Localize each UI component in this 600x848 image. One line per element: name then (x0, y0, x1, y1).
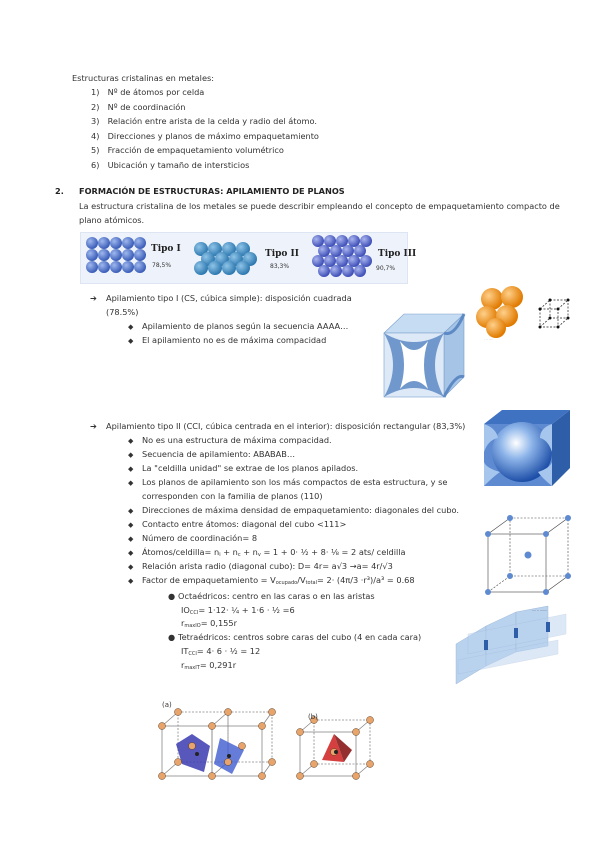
banner-type2: Tipo II (265, 249, 299, 259)
edge-radius-relation: ◆ Relación arista radio (diagonal cubo): D= 4r= a√3 →a= 4r/√3 (128, 561, 393, 571)
tipo1-bullet: ◆ Apilamiento de planos según la secuencia AAAA… (128, 321, 349, 331)
rectangular-packing-illustration (193, 240, 259, 276)
banner-pct2: 83,3% (270, 263, 290, 270)
simple-cubic-cell-illustration (382, 311, 466, 399)
banner-type1: Tipo I (151, 244, 181, 254)
svg-text:···· ·· ·······: ···· ·· ······· (532, 609, 548, 613)
figure-label-b: (b) (308, 713, 318, 721)
intro-title: Estructuras cristalinas en metales: (72, 73, 215, 83)
intro-item: 2) Nº de coordinación (91, 102, 186, 112)
bcc-cell-illustration (478, 406, 572, 488)
bcc-tetrahedral-interstice-figure (292, 712, 376, 782)
tipo1-heading-cont: (78.5%) (106, 307, 139, 317)
bcc-lattice-illustration (480, 512, 572, 598)
intro-item: 4) Direcciones y planos de máximo empaquetamiento (91, 131, 319, 141)
stacking-planes-illustration (448, 604, 574, 686)
square-packing-illustration (84, 236, 146, 280)
tipo1-heading: ➔ Apilamiento tipo I (CS, cúbica simple): disposición cuadrada (90, 293, 352, 303)
svg-text:· ·· ····: · ·· ···· (484, 337, 493, 341)
banner-pct3: 90,7% (376, 265, 396, 272)
section-number: 2. (55, 186, 64, 196)
tipo2-bullet-cont: corresponden con la familia de planos (110) (142, 491, 323, 501)
tipo2-heading: ➔ Apilamiento tipo II (CCI, cúbica centrada en el interior): disposición rectangular (83,3%) (90, 421, 466, 431)
intro-item: 5) Fracción de empaquetamiento volumétrico (91, 145, 284, 155)
octahedral-count: $IO_{CCI}= 1\cdot 12\cdot$ ¼ + 1·6 · ½ =6 (181, 605, 295, 616)
section-title: FORMACIÓN DE ESTRUCTURAS: APILAMIENTO DE PLANOS (79, 186, 345, 196)
tipo2-bullet: ◆ La "celdilla unidad" se extrae de los planos apilados. (128, 463, 359, 473)
figure-label-a: (a) (162, 701, 172, 709)
atoms-per-cell: ◆ Átomos/celdilla= $n_i + n_c + n_v = 1 + 0\cdot$ ½ + 8· ⅛ = 2 ats/ celdilla (128, 547, 406, 558)
banner-pct1: 78,5% (152, 262, 172, 269)
tipo2-bullet: ◆ No es una estructura de máxima compacidad. (128, 435, 332, 445)
tipo2-bullet: ◆ Secuencia de apilamiento: ABABAB… (128, 449, 296, 459)
octahedral-radius: $r_{maxIO}= 0,155r$ (181, 618, 237, 629)
octahedral-title: ● Octaédricos: centro en las caras o en las aristas (168, 591, 375, 601)
simple-cubic-lattice-icon (537, 296, 573, 332)
tipo1-bullet: ◆ El apilamiento no es de máxima compacidad (128, 335, 327, 345)
intro-item: 6) Ubicación y tamaño de intersticios (91, 160, 250, 170)
tipo2-bullet: ◆ Direcciones de máxima densidad de empaquetamiento: diagonales del cubo. (128, 505, 460, 515)
packing-factor: ◆ Factor de empaquetamiento = $V_{ocupado}/V_{total}= 2\cdot (4\pi/3 \cdot r^3)/a^3 = 0.68$ (128, 575, 415, 586)
tetrahedral-radius: $r_{maxIT}= 0,291r$ (181, 660, 237, 671)
banner-type3: Tipo III (378, 249, 417, 259)
tipo2-bullet: ◆ Los planos de apilamiento son los más compactos de esta estructura, y se (128, 477, 448, 487)
simple-cubic-spheres-illustration (474, 286, 534, 342)
intro-item: 1) Nº de átomos por celda (91, 87, 205, 97)
tetrahedral-count: $IT_{CCI}= 4\cdot 6$ · ½ = 12 (181, 646, 261, 657)
intro-item: 3) Relación entre arista de la celda y radio del átomo. (91, 116, 317, 126)
hexagonal-packing-illustration (311, 234, 373, 282)
section-paragraph: La estructura cristalina de los metales se puede describir empleando el concepto de empaquetamiento compacto de (79, 201, 560, 211)
section-paragraph: plano atómicos. (79, 215, 145, 225)
tetrahedral-title: ● Tetraédricos: centros sobre caras del cubo (4 en cada cara) (168, 632, 422, 642)
tipo2-bullet: ◆ Número de coordinación= 8 (128, 533, 258, 543)
tipo2-bullet: ◆ Contacto entre átomos: diagonal del cubo <111> (128, 519, 347, 529)
bcc-octahedral-interstice-figure (152, 698, 278, 790)
